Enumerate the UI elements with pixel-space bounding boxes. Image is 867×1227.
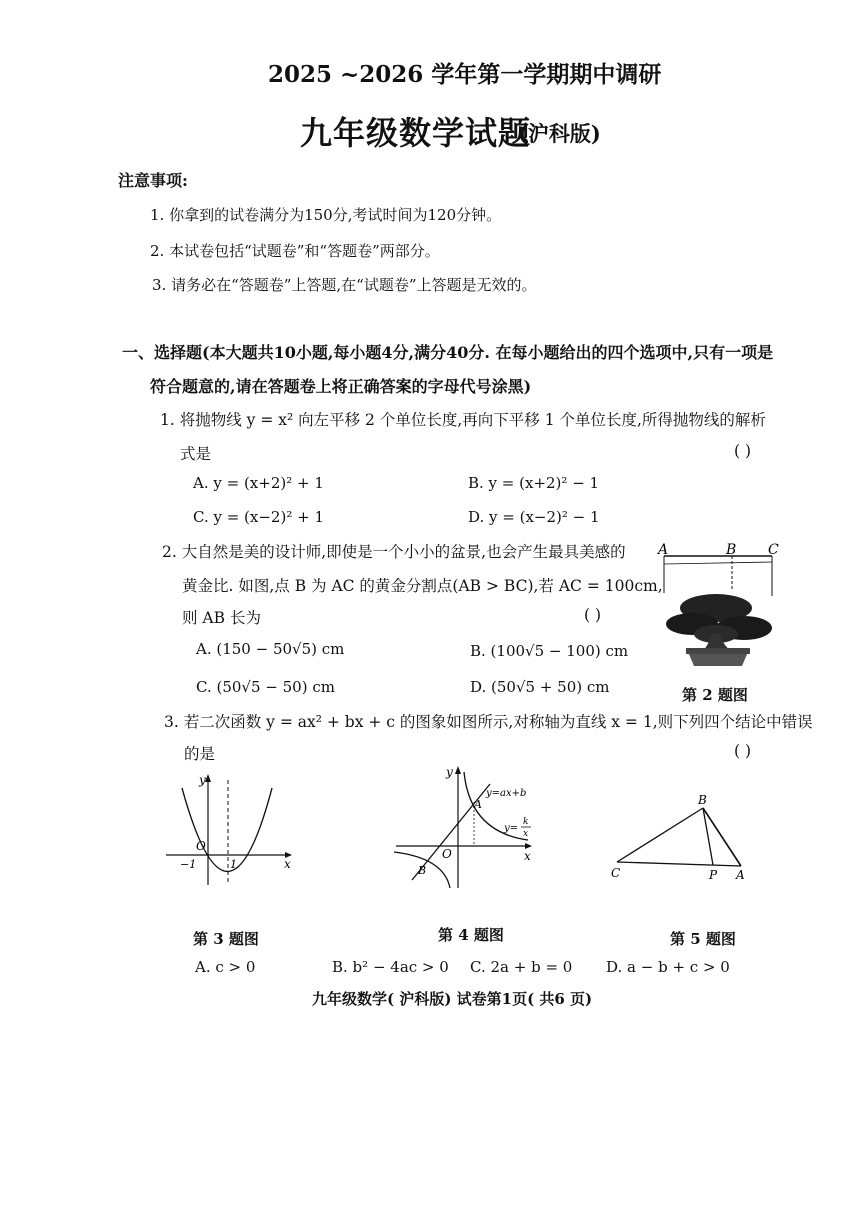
question-3-option-a: A. c > 0 [195, 958, 256, 976]
figure-5 [605, 790, 755, 885]
axis-x-label: x [524, 849, 531, 863]
origin-label: O [196, 839, 206, 853]
figure-4 [390, 760, 540, 890]
hyperbola-label-x: x [523, 829, 529, 839]
question-3-option-c: C. 2a + b = 0 [470, 958, 573, 976]
question-1-option-a: A. y = (x+2)² + 1 [193, 474, 324, 492]
section-heading-cont: 符合题意的,请在答题卷上将正确答案的字母代号涂黑) [150, 377, 532, 396]
point-c-label: C [611, 866, 621, 880]
label-b: B [726, 542, 737, 558]
question-1-option-b: B. y = (x+2)² − 1 [468, 474, 600, 492]
figure-4-caption: 第 4 题图 [438, 926, 504, 944]
axis-y-label: y [199, 773, 206, 787]
question-2-option-b: B. (100√5 − 100) cm [470, 642, 629, 660]
question-2-text: 2. 大自然是美的设计师,即使是一个小小的盆景,也会产生最具美感的 [162, 543, 626, 561]
point-a-label: A [474, 798, 482, 811]
point-p-label: P [709, 868, 718, 882]
section-heading: 一、选择题(本大题共10小题,每小题4分,满分40分. 在每小题给出的四个选项中,只有一项是 [122, 343, 774, 362]
question-3-option-d: D. a − b + c > 0 [606, 958, 730, 976]
page-footer: 九年级数学( 沪科版) 试卷第1页( 共6 页) [312, 990, 593, 1008]
question-2-option-d: D. (50√5 + 50) cm [470, 678, 610, 696]
point-a-label: A [736, 868, 745, 882]
question-2-text-cont2: 则 AB 长为 [182, 609, 261, 627]
question-2-caption: 第 2 题图 [682, 686, 748, 704]
question-3-text: 3. 若二次函数 y = ax² + bx + c 的图象如图所示,对称轴为直线 x = 1,则下列四个结论中错误 [164, 713, 813, 731]
subject-title: 九年级数学试题 [300, 114, 532, 152]
question-3-answer-bracket: ( ) [734, 742, 752, 760]
label-c: C [768, 542, 779, 558]
question-2-figure [652, 538, 782, 676]
exam-title: 2025 ~2026 学年第一学期期中调研 [268, 61, 662, 88]
question-2-answer-bracket: ( ) [584, 606, 602, 624]
question-2-option-a: A. (150 − 50√5) cm [196, 640, 345, 658]
point-b-label: B [698, 793, 707, 807]
axis-x-label: x [284, 857, 291, 871]
edition-label: (沪科版) [518, 121, 601, 146]
tick-1: 1 [230, 858, 237, 871]
figure-3-caption: 第 3 题图 [193, 930, 259, 948]
question-1-option-d: D. y = (x−2)² − 1 [468, 508, 600, 526]
question-1-text-cont: 式是 [180, 445, 212, 463]
origin-label: O [442, 847, 452, 861]
notice-item-3: 3. 请务必在“答题卷”上答题,在“试题卷”上答题是无效的。 [152, 276, 537, 294]
question-2-option-c: C. (50√5 − 50) cm [196, 678, 335, 696]
question-3-option-b: B. b² − 4ac > 0 [332, 958, 449, 976]
question-3-text-cont: 的是 [184, 745, 216, 763]
notice-item-2: 2. 本试卷包括“试题卷”和“答题卷”两部分。 [150, 242, 440, 260]
notice-heading: 注意事项: [118, 171, 188, 190]
hyperbola-label-k: k [523, 817, 529, 827]
label-a: A [658, 542, 669, 558]
line-equation-label: y=ax+b [486, 788, 527, 799]
hyperbola-label-y: y= [504, 823, 519, 834]
question-2-text-cont: 黄金比. 如图,点 B 为 AC 的黄金分割点(AB > BC),若 AC = 100cm, [182, 577, 663, 595]
figure-5-caption: 第 5 题图 [670, 930, 736, 948]
axis-y-label: y [446, 765, 453, 779]
notice-item-1: 1. 你拿到的试卷满分为150分,考试时间为120分钟。 [150, 206, 502, 224]
tick-neg1: −1 [180, 858, 197, 871]
figure-3 [160, 770, 300, 890]
question-1-option-c: C. y = (x−2)² + 1 [193, 508, 324, 526]
question-1-text: 1. 将抛物线 y = x² 向左平移 2 个单位长度,再向下平移 1 个单位长度,所得抛物线的解析 [160, 411, 766, 429]
question-1-answer-bracket: ( ) [734, 442, 752, 460]
point-b-label: B [418, 864, 427, 877]
